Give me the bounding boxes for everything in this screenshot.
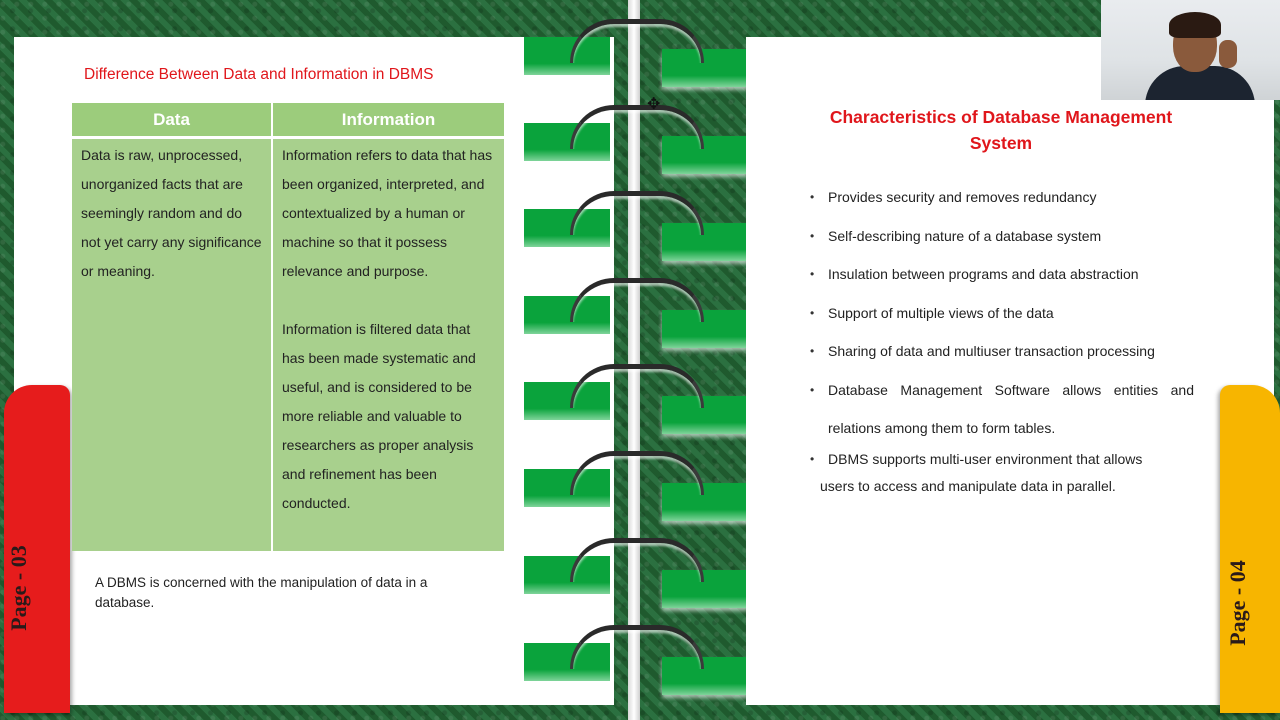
binder-ring — [570, 364, 704, 408]
list-item: • Self-describing nature of a database system — [810, 226, 1194, 246]
binder-ring — [570, 19, 704, 63]
page-04-label: Page - 04 — [1224, 560, 1250, 646]
list-item: • Insulation between programs and data abstraction — [810, 264, 1194, 284]
left-page-heading: Difference Between Data and Information in DBMS — [84, 66, 434, 83]
table-header-data: Data — [72, 103, 273, 136]
presenter-webcam — [1101, 0, 1280, 100]
binder-ring — [570, 105, 704, 149]
left-page-footnote: A DBMS is concerned with the manipulation of data in a database. — [95, 575, 428, 610]
list-item: • Database Management Software allows entities and relations among them to form tables. — [810, 371, 1194, 447]
binder-ring — [570, 625, 704, 669]
information-definition-2: Information is filtered data that has been made systematic and useful, and is considered to be more reliable and valuable to researchers as proper analysis and refinement has been conducted. — [282, 321, 476, 511]
page-04-tab[interactable] — [1220, 385, 1280, 713]
list-item: • Provides security and removes redundancy — [810, 187, 1194, 207]
binder-ring — [570, 278, 704, 322]
binder-ring — [570, 538, 704, 582]
binder-ring — [570, 451, 704, 495]
right-page-heading: Characteristics of Database Management System — [829, 107, 1173, 153]
list-item: • Sharing of data and multiuser transaction processing — [810, 341, 1194, 361]
data-definition: Data is raw, unprocessed, unorganized facts that are seemingly random and do not yet carry any significance or meaning. — [81, 147, 262, 279]
table-cell-data — [72, 136, 273, 551]
table-cell-information — [273, 136, 504, 551]
table-header-information: Information — [273, 103, 504, 136]
list-item — [810, 446, 1194, 500]
presenter-hair — [1169, 12, 1221, 38]
presenter-hand — [1219, 40, 1237, 68]
move-cursor-icon: ✥ — [647, 96, 661, 113]
page-03-label: Page - 03 — [5, 545, 31, 631]
list-item-line-2: users to access and manipulate data in parallel. — [820, 477, 1116, 494]
list-item: • Support of multiple views of the data — [810, 303, 1194, 323]
characteristics-list — [810, 187, 1194, 518]
information-definition-1: Information refers to data that has been organized, interpreted, and contextualized by a human or machine so that it possess relevance and purpose. — [282, 147, 493, 279]
binder-ring — [570, 191, 704, 235]
list-item-line-1: DBMS supports multi-user environment that allows — [828, 450, 1143, 467]
page-03-tab[interactable] — [4, 385, 70, 713]
data-vs-information-table — [72, 103, 504, 551]
